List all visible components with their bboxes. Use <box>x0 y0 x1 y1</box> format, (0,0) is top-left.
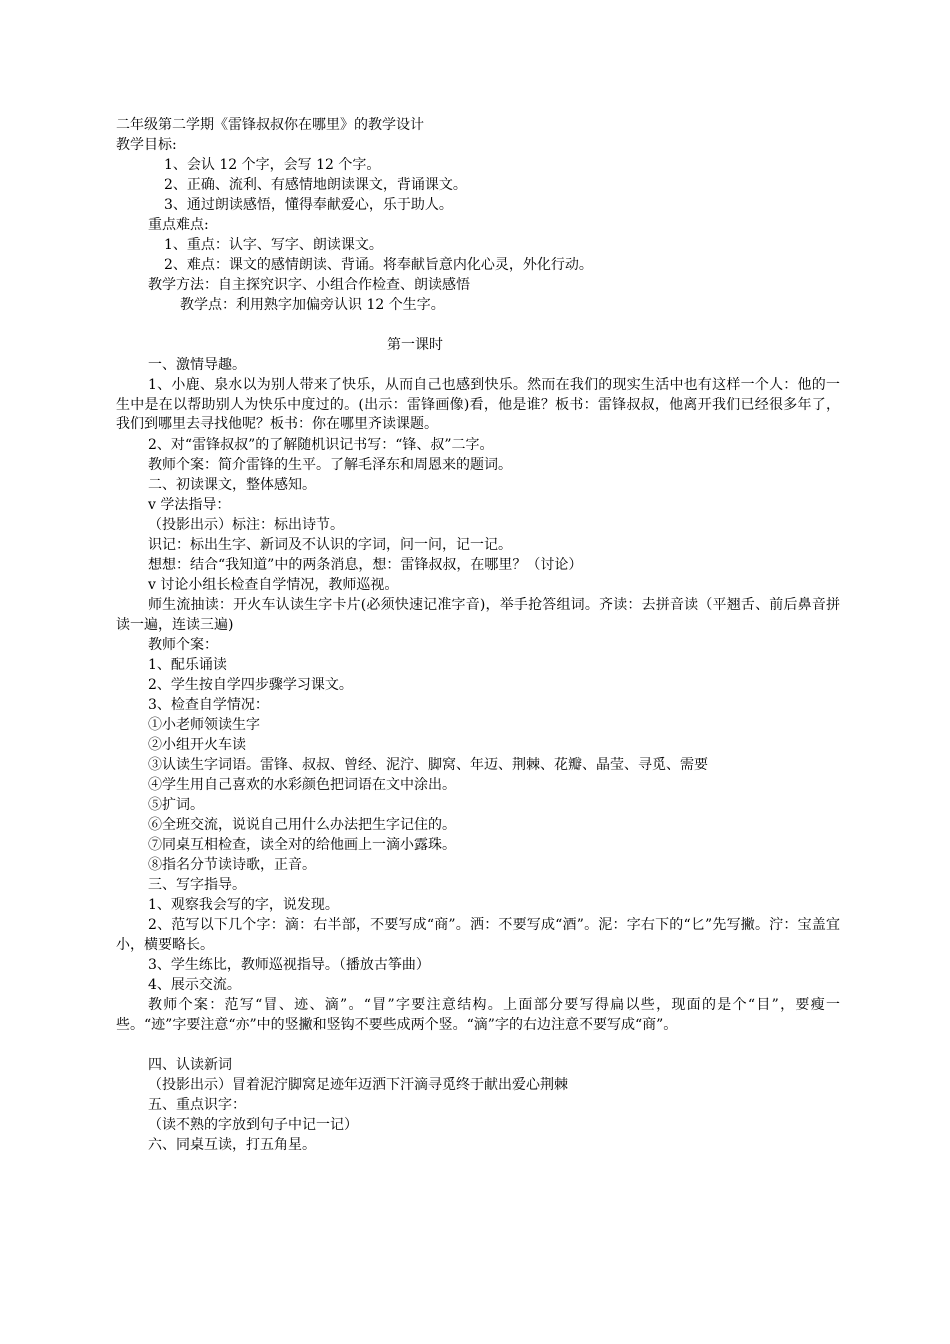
teaching-method: 教学方法：自主探究识字、小组合作检查、朗读感悟 <box>148 277 470 293</box>
key-point-item: 1、重点：认字、写字、朗读课文。 <box>164 237 383 253</box>
list-item: （投影出示）冒着泥泞脚窝足迹年迈洒下汗滴寻觅终于献出爱心荆棘 <box>148 1077 568 1093</box>
list-item: 3、学生练比，教师巡视指导。（播放古筝曲） <box>148 957 430 973</box>
paragraph: 2、范写以下几个字：滴：右半部，不要写成“商”。洒：不要写成“酒”。泥：字右下的“匕”先写撇。泞：宝盖宜小，横要略长。 <box>116 917 840 953</box>
document-title: 二年级第二学期《雷锋叔叔你在哪里》的教学设计 <box>116 117 424 133</box>
list-item: ⑦同桌互相检查，读全对的给他画上一滴小露珠。 <box>148 837 456 853</box>
list-item: ⑧指名分节读诗歌，正音。 <box>148 857 316 873</box>
list-item: （读不熟的字放到句子中记一记） <box>148 1117 358 1133</box>
list-item: ④学生用自己喜欢的水彩颜色把词语在文中涂出。 <box>148 777 456 793</box>
list-item: v 学法指导： <box>148 497 231 513</box>
teacher-case: 教师个案：简介雷锋的生平。了解毛泽东和周恩来的题词。 <box>148 457 512 473</box>
section-heading: 六、同桌互读，打五角星。 <box>148 1137 316 1153</box>
list-item: 4、展示交流。 <box>148 977 241 993</box>
section-heading: 一、激情导趣。 <box>148 357 246 373</box>
key-points-heading: 重点难点: <box>148 217 209 233</box>
paragraph: 1、小鹿、泉水以为别人带来了快乐，从而自己也感到快乐。然而在我们的现实生活中也有这样一个人：他的一生中是在以帮助别人为快乐中度过的。(出示：雷锋画像)看，他是谁？板书：雷锋叔叔，他离开我们已经很多年了，我们到哪里去寻找他呢？板书：你在哪里齐读课题。 <box>116 377 840 433</box>
objective-item: 1、会认 12 个字，会写 12 个字。 <box>164 157 381 173</box>
section-heading: 五、重点识字： <box>148 1097 246 1113</box>
section-heading: 四、认读新词 <box>148 1057 232 1073</box>
teaching-point: 教学点：利用熟字加偏旁认识 12 个生字。 <box>180 297 445 313</box>
objectives-heading: 教学目标: <box>116 137 177 153</box>
list-item: 1、观察我会写的字，说发现。 <box>148 897 339 913</box>
list-item: 识记：标出生字、新词及不认识的字词，问一问，记一记。 <box>148 537 512 553</box>
list-item: ⑤扩词。 <box>148 797 204 813</box>
paragraph: 2、对“雷锋叔叔”的了解随机识记书写：“锋、叔”二字。 <box>148 437 494 453</box>
list-item: 想想：结合“我知道”中的两条消息，想：雷锋叔叔，在哪里？（讨论） <box>148 557 583 573</box>
teacher-case: 教师个案：范写“冒、迹、滴”。“冒”字要注意结构。上面部分要写得扁以些，现面的是个“目”，要瘦一些。“迹”字要注意“亦”中的竖撇和竖钩不要些成两个竖。“滴”字的右边注意不要写成“商”。 <box>116 997 840 1033</box>
list-item: ①小老师领读生字 <box>148 717 260 733</box>
list-item: 2、学生按自学四步骤学习课文。 <box>148 677 353 693</box>
lesson-title: 第一课时 <box>387 337 443 353</box>
list-item: 1、配乐诵读 <box>148 657 227 673</box>
list-item: （投影出示）标注：标出诗节。 <box>148 517 344 533</box>
section-heading: 二、初读课文，整体感知。 <box>148 477 316 493</box>
list-item: v 讨论小组长检查自学情况，教师巡视。 <box>148 577 399 593</box>
list-item: ②小组开火车读 <box>148 737 246 753</box>
list-item: ⑥全班交流，说说自己用什么办法把生字记住的。 <box>148 817 456 833</box>
objective-item: 3、通过朗读感悟，懂得奉献爱心，乐于助人。 <box>164 197 453 213</box>
paragraph: 师生流抽读：开火车认读生字卡片(必须快速记准字音)，举手抢答组词。齐读：去拼音读（平翘舌、前后鼻音拼读一遍，连读三遍) <box>116 597 840 633</box>
section-heading: 三、写字指导。 <box>148 877 246 893</box>
list-item: ③认读生字词语。雷锋、叔叔、曾经、泥泞、脚窝、年迈、荆棘、花瓣、晶莹、寻觅、需要 <box>148 757 708 773</box>
teacher-case: 教师个案： <box>148 637 218 653</box>
key-point-item: 2、难点：课文的感情朗读、背诵。将奉献旨意内化心灵，外化行动。 <box>164 257 593 273</box>
objective-item: 2、正确、流利、有感情地朗读课文，背诵课文。 <box>164 177 467 193</box>
list-item: 3、检查自学情况： <box>148 697 269 713</box>
